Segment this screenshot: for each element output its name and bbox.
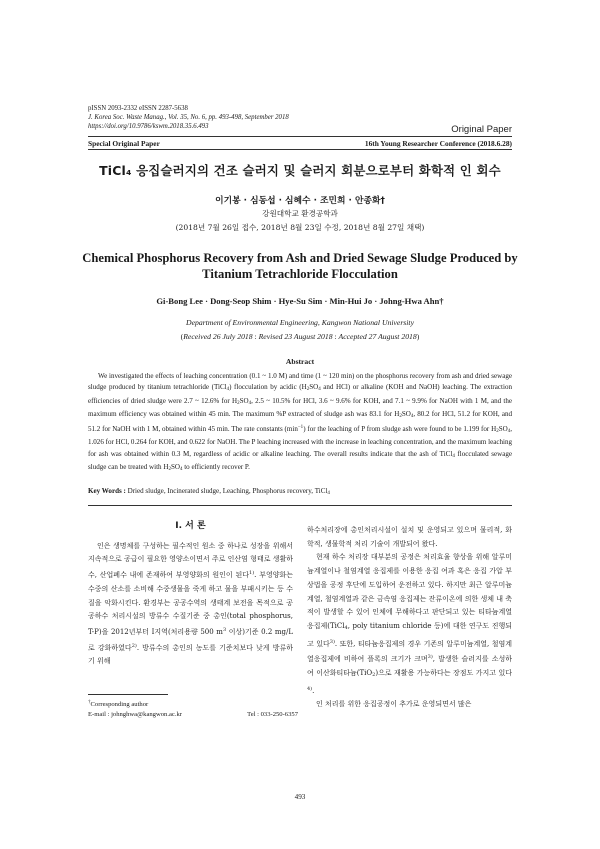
footnote-rule xyxy=(88,694,168,695)
keywords-text: Dried sludge, Incinerated sludge, Leaching, Phosphorus recovery, TiCl xyxy=(127,487,328,495)
paper-type-label: Original Paper xyxy=(451,124,512,135)
dagger-mark: † xyxy=(88,700,91,705)
author-tel: Tel : 033-250-6357 xyxy=(247,710,298,718)
english-affiliation: Department of Environmental Engineering, Kangwon National University xyxy=(186,318,414,327)
korean-affiliation: 강원대학교 환경공학과 xyxy=(262,209,338,218)
doi-link[interactable]: https://doi.org/10.9786/kswm.2018.35.6.493 xyxy=(88,123,209,131)
intro-paragraph-3: 현재 하수 처리장 대부분의 공정은 처리효율 향상을 위해 알루미늄계열이나 철염계열 응집제를 이용한 응집 여과 혹은 응집 가압 부상법을 공정 후단에 도입하여 운전하고 있다. 하지만 최근 알루미늄계열, 철염계열과 같은 금속염 응집제는 잔류이온에 의한 생체 내 축적이 발생할 수 있어 인체에 무해하다고 판단되고 있는 티타늄계열 응집제(TiCl$_4$, poly titanium chloride 등)에 대한 연구도 진행되고 있다$^{3)}$. 또한, 티타늄응집제의 경우 기존의 알루미늄계열, 철염계열응집제에 비하여 플록의 크기가 크며$^{3)}$, 발생한 슬러지를 소성하여 이산화티타늄(TiO$_2$)으로 재활용 가능하다는 장점도 가지고 있다$^{4)}$. xyxy=(307,553,512,695)
intro-paragraph-4: 인 처리를 위한 응집공정이 추가로 운영되면서 많은 xyxy=(316,700,472,709)
journal-citation: J. Korea Soc. Waste Manag., Vol. 35, No. 6, pp. 493-498, September 2018 xyxy=(88,114,289,122)
keywords-label: Key Words : xyxy=(88,487,128,495)
intro-paragraph-1: 인은 생명체를 구성하는 필수적인 원소 중 하나로 성장을 위해서 지속적으로 공급이 필요한 영양소이면서 주로 인산염 형태로 생활하수, 산업폐수 내에 존재하여 부영양화의 원인이 된다$^{1)}$. 부영양화는 수중의 산소를 소비해 수중생물을 죽게 하고 물을 부패시키는 등 수질을 악화시킨다. 환경부는 공공수역의 생태계 보전을 목적으로 공공하수 처리시설의 방류수 수질기준 중 총인(total phosphorus, T-P)을 2012년부터 I지역(처리용량 500 $m^3$ 이상)기준 0.2 mg/L로 강화하였다$^{2)}$. 방류수의 총인의 농도를 기준치보다 낮게 방류하기 위해 xyxy=(88,541,294,666)
keywords: Key Words : Dried sludge, Incinerated sludge, Leaching, Phosphorus recovery, TiCl$_4$ xyxy=(88,487,330,496)
english-title: Chemical Phosphorus Recovery from Ash and Dried Sewage Sludge Produced by Titanium Tetrachloride Flocculation xyxy=(82,251,518,281)
special-label: Special Original Paper xyxy=(88,139,160,148)
keywords-rule xyxy=(88,505,512,506)
accepted-date: Accepted 27 August 2018 xyxy=(338,332,417,341)
intro-paragraph-2: 하수처리장에 총인처리시설이 설치 및 운영되고 있으며 물리적, 화학적, 생물학적 처리 기술이 개발되어 왔다. xyxy=(307,526,512,548)
abstract-heading: Abstract xyxy=(285,357,315,366)
abstract-body: We investigated the effects of leaching concentration (0.1 ~ 1.0 M) and time (1 ~ 120 min) on the phosphorus recovery from ash and dried sewage sludge produced by titanium tetrachloride (TiCl$_4$) flocculation by acidic ($H_2SO_4$ and HCl) or alkaline (KOH and NaOH) leaching. The extraction efficiencies of dried sludge were 2.7 ~ 12.6% for $H_2SO_4$, 2.5 ~ 10.5% for HCl, 3.6 ~ 9.6% for KOH, and 7.1 ~ 9.9% for NaOH with 1 M, and the maximum efficiency was obtained within 45 min. The maximum %P extracted of sludge ash was 83.1 for $H_2SO_4$, 80.2 for HCl, 51.2 for KOH, and 51.2 for NaOH with 1 M, obtained within 45 min. The rate constants $(\min^{-1})$ for the leaching of P from sludge ash were found to be 1.199 for $H_2SO_4$, 1.026 for HCl, 0.264 for KOH, and 0.622 for NaOH. The P leaching increased with the increase in leaching concentration, and the maximum leaching for ash was obtained within 0.3 M, regardless of acidic or alkaline leaching. The overall results indicate that the ash of TiCl$_4$ flocculated sewage sludge can be treated with $H_2SO_4$ to efficiently recover P. xyxy=(88,372,512,473)
corresponding-author-footnote: †Corresponding author E-mail : johnghwa@kangwon.ac.kr Tel : 033-250-6357 xyxy=(88,700,298,718)
korean-title: TiCl₄ 응집슬러지의 건조 슬러지 및 슬러지 회분으로부터 화학적 인 회수 xyxy=(99,163,501,178)
header-rule-2 xyxy=(88,149,512,150)
conference-label: 16th Young Researcher Conference (2018.6.28) xyxy=(364,139,512,148)
journal-meta xyxy=(88,104,289,132)
body-column-left xyxy=(88,520,293,669)
body-column-right xyxy=(307,524,512,712)
english-dates: (Received 26 July 2018 : Revised 23 August 2018 : Accepted 27 August 2018) xyxy=(180,332,420,341)
revised-date: Revised 23 August 2018 xyxy=(258,332,333,341)
author-email[interactable]: E-mail : johnghwa@kangwon.ac.kr xyxy=(88,710,182,718)
korean-authors: 이기봉 · 심동섭 · 심혜수 · 조민희 · 안종화† xyxy=(215,196,385,206)
english-authors: Gi-Bong Lee · Dong-Seop Shim · Hye-Su Sim · Min-Hui Jo · Johng-Hwa Ahn† xyxy=(156,296,444,306)
page-number: 493 xyxy=(294,793,306,801)
header-rule xyxy=(88,136,512,137)
korean-dates: (2018년 7월 26일 접수, 2018년 8월 23일 수정, 2018년 8월 27일 채택) xyxy=(175,223,425,232)
section-heading-introduction: I. 서 론 xyxy=(175,521,206,531)
issn-line: pISSN 2093-2332 eISSN 2287-5638 xyxy=(88,105,188,112)
received-date: Received 26 July 2018 xyxy=(183,332,253,341)
